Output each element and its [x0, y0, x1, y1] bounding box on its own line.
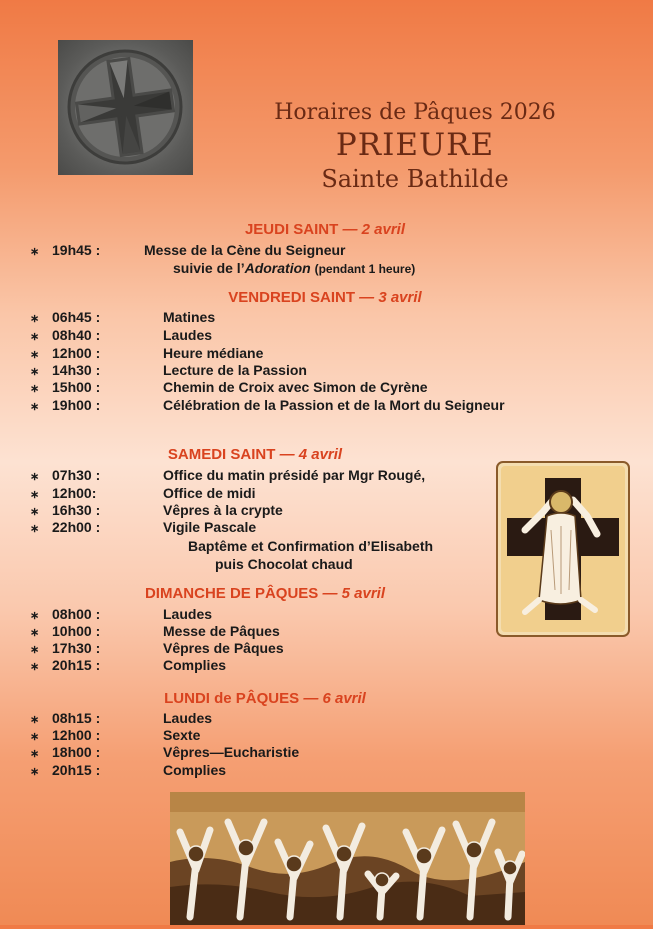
time: 06h45 : [52, 309, 101, 325]
time: 07h30 : [52, 467, 101, 483]
schedule-row [30, 761, 227, 779]
bullet-icon: ∗ [30, 489, 40, 501]
bullet-icon: ∗ [30, 523, 40, 535]
time: 18h00 : [52, 744, 101, 760]
schedule-row [30, 326, 213, 344]
bullet-icon: ∗ [30, 644, 40, 656]
activity: Office du matin présidé par Mgr Rougé, [163, 467, 426, 483]
section-name: JEUDI SAINT [244, 221, 339, 238]
bullet-icon: ∗ [30, 313, 40, 325]
section-name: VENDREDI SAINT [228, 289, 355, 306]
time: 16h30 : [52, 502, 101, 518]
time: 20h15 : [52, 762, 101, 778]
schedule-note: Baptême et Confirmation d’Elisabeth [188, 538, 434, 554]
activity: Messe de la Cène du Seigneur [144, 242, 346, 258]
schedule-note [173, 259, 415, 277]
schedule-row [30, 466, 426, 484]
schedule-row [30, 308, 216, 326]
schedule-note: puis Chocolat chaud [215, 556, 353, 572]
schedule-row [30, 656, 227, 674]
schedule-row [30, 605, 213, 623]
activity: Vêpres—Eucharistie [163, 744, 300, 760]
time: 12h00: [52, 485, 97, 501]
note-emphasis: Adoration [244, 260, 311, 276]
schedule-row [30, 396, 505, 414]
bullet-icon: ∗ [30, 627, 40, 639]
schedule-row [30, 361, 307, 379]
section-name: LUNDI de PÂQUES [164, 690, 300, 707]
page-title: Horaires de Pâques 2026 [274, 100, 556, 125]
monastery-cross-logo [58, 40, 193, 175]
section-heading-dimanche [100, 585, 430, 602]
resurrection-crowd-illustration [170, 792, 525, 925]
bullet-icon: ∗ [30, 401, 40, 413]
bullet-icon: ∗ [30, 349, 40, 361]
bullet-icon: ∗ [30, 714, 40, 726]
activity: Célébration de la Passion et de la Mort du Seigneur [163, 397, 505, 413]
bullet-icon: ∗ [30, 246, 40, 258]
activity: Vigile Pascale [163, 519, 257, 535]
time: 10h00 : [52, 623, 101, 639]
bullet-icon: ∗ [30, 661, 40, 673]
activity: Matines [163, 309, 216, 325]
schedule-row [30, 743, 300, 761]
section-name: SAMEDI SAINT [167, 446, 276, 463]
bullet-icon: ∗ [30, 331, 40, 343]
activity: Complies [163, 657, 227, 673]
activity: Office de midi [163, 485, 256, 501]
time: 15h00 : [52, 379, 101, 395]
section-name: DIMANCHE DE PÂQUES [144, 585, 319, 602]
activity: Heure médiane [163, 345, 264, 361]
schedule-row [30, 518, 257, 536]
activity: Sexte [163, 727, 201, 743]
priory-subtitle: Sainte Bathilde [321, 165, 509, 193]
bullet-icon: ∗ [30, 731, 40, 743]
schedule-row [30, 484, 256, 502]
rising-figures-icon [170, 792, 525, 925]
section-heading-lundi [100, 690, 430, 707]
section-heading-vendredi [160, 289, 490, 306]
section-heading-jeudi [180, 221, 470, 238]
activity: Vêpres à la crypte [163, 502, 283, 518]
note-duration: (pendant 1 heure) [314, 262, 416, 276]
bullet-icon: ∗ [30, 766, 40, 778]
section-date: — 5 avril [322, 585, 386, 602]
bullet-icon: ∗ [30, 383, 40, 395]
schedule-row [30, 378, 428, 396]
section-date: — 2 avril [342, 221, 406, 238]
section-date: — 6 avril [303, 690, 366, 707]
time: 14h30 : [52, 362, 101, 378]
resurrection-cross-illustration [495, 460, 631, 638]
activity: Laudes [163, 327, 213, 343]
activity: Vêpres de Pâques [163, 640, 284, 656]
activity: Complies [163, 762, 227, 778]
title-block [225, 100, 605, 193]
cross-emblem-icon [58, 40, 193, 175]
time: 19h45 : [52, 242, 101, 258]
activity: Chemin de Croix avec Simon de Cyrène [163, 379, 428, 395]
schedule-row [30, 501, 283, 519]
time: 22h00 : [52, 519, 101, 535]
schedule-row [30, 709, 213, 727]
time: 12h00 : [52, 727, 101, 743]
section-date: — 3 avril [359, 289, 422, 306]
priory-name: PRIEURE [335, 127, 495, 163]
activity: Laudes [163, 606, 213, 622]
crucifix-figure-icon [495, 460, 631, 638]
bullet-icon: ∗ [30, 471, 40, 483]
section-date: — 4 avril [279, 446, 343, 463]
time: 12h00 : [52, 345, 101, 361]
time: 08h00 : [52, 606, 101, 622]
schedule-row [30, 344, 264, 362]
schedule-row [30, 241, 346, 259]
schedule-row [30, 726, 201, 744]
bullet-icon: ∗ [30, 366, 40, 378]
bullet-icon: ∗ [30, 610, 40, 622]
activity: Messe de Pâques [163, 623, 280, 639]
schedule-row [30, 622, 280, 640]
note-text: suivie de l’ [173, 260, 245, 276]
time: 08h40 : [52, 327, 101, 343]
schedule-row [30, 639, 284, 657]
section-heading-samedi [120, 446, 390, 463]
activity: Lecture de la Passion [163, 362, 307, 378]
time: 08h15 : [52, 710, 101, 726]
activity: Laudes [163, 710, 213, 726]
time: 20h15 : [52, 657, 101, 673]
bullet-icon: ∗ [30, 506, 40, 518]
bullet-icon: ∗ [30, 748, 40, 760]
time: 19h00 : [52, 397, 101, 413]
time: 17h30 : [52, 640, 101, 656]
